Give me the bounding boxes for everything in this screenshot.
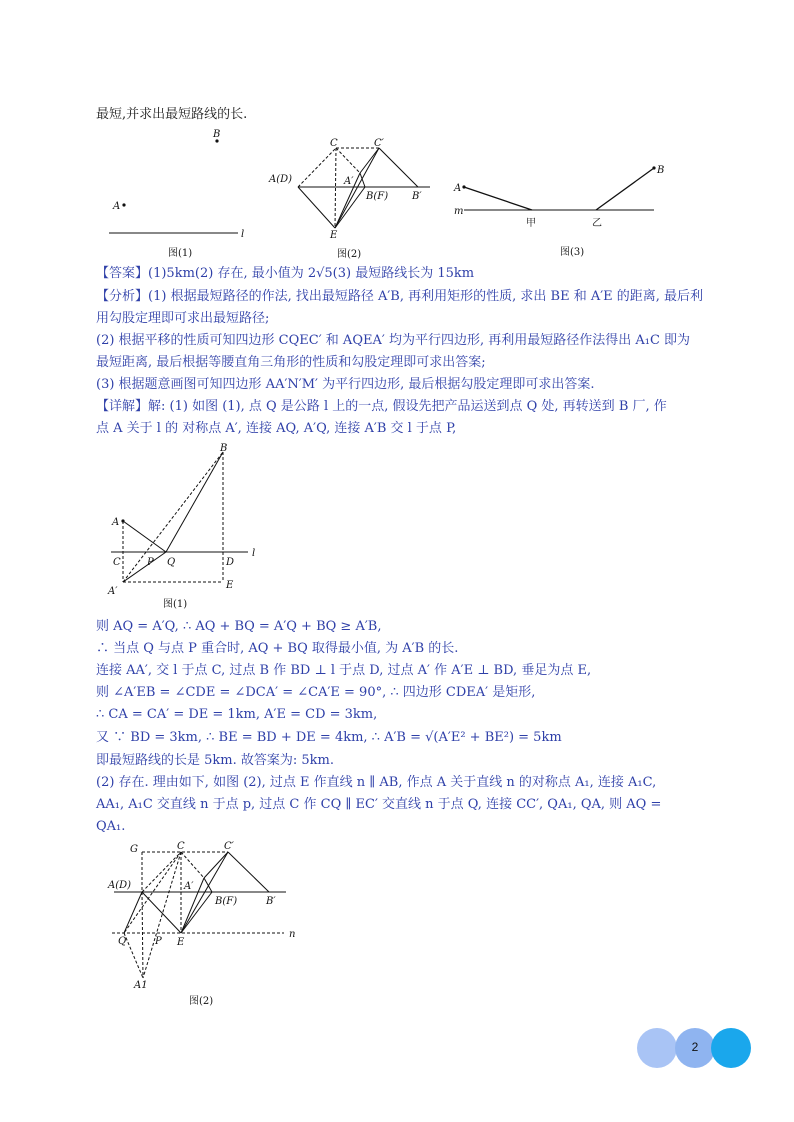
intro-text: 最短,并求出最短路线的长. xyxy=(96,107,248,122)
svg-text:C: C xyxy=(177,841,185,852)
svg-text:E: E xyxy=(226,580,234,591)
page-circle-right xyxy=(711,1028,751,1068)
detail-line-9: 即最短路线的长是 5km. 故答案为: 5km. xyxy=(96,753,334,768)
point-a xyxy=(122,203,125,206)
figure-3-caption: 图(3) xyxy=(560,247,585,258)
answer-text: (1)5km(2) 存在, 最小值为 2√5(3) 最短路线长为 15km xyxy=(148,266,475,281)
label-l: l xyxy=(241,229,245,240)
analysis-line-4: 最短距离, 最后根据等腰直角三角形的性质和勾股定理即可求出答案; xyxy=(96,355,486,370)
analysis-line-2: 用勾股定理即可求出最短路径; xyxy=(96,311,270,326)
detail-line-11: AA₁, A₁C 交直线 n 于点 p, 过点 C 作 CQ ∥ EC′ 交直线 n 于点 Q, 连接 CC′, QA₁, QA, 则 AQ = xyxy=(96,797,662,812)
detail-line-3: 则 AQ = A′Q, ∴ AQ + BQ = A′Q + BQ ≥ A′B, xyxy=(96,619,382,634)
svg-text:C: C xyxy=(113,557,121,568)
svg-text:D: D xyxy=(226,557,235,568)
detail-line-6: 则 ∠A′EB = ∠CDE = ∠DCA′ = ∠CA′E = 90°, ∴ 四边形 CDEA′ 是矩形, xyxy=(96,685,536,700)
svg-text:B: B xyxy=(657,165,665,176)
svg-text:B(F): B(F) xyxy=(215,896,238,907)
svg-text:E: E xyxy=(177,937,185,948)
detail-figure-1 xyxy=(106,437,266,615)
detail-tag: 【详解】 xyxy=(96,399,149,414)
answer-tag: 【答案】 xyxy=(96,266,149,281)
detail-line-7: ∴ CA = CA′ = DE = 1km, A′E = CD = 3km, xyxy=(96,707,378,722)
analysis-tag: 【分析】 xyxy=(96,289,149,304)
detail-figure-2-caption: 图(2) xyxy=(189,996,214,1007)
svg-text:C′: C′ xyxy=(224,841,234,852)
svg-text:n: n xyxy=(289,929,296,940)
detail-line-5: 连接 AA′, 交 l 于点 C, 过点 B 作 BD ⊥ l 于点 D, 过点 A′ 作 A′E ⊥ BD, 垂足为点 E, xyxy=(96,663,592,678)
svg-text:B: B xyxy=(220,443,228,454)
svg-text:C: C xyxy=(330,138,338,149)
svg-text:E: E xyxy=(330,230,338,241)
svg-text:A′: A′ xyxy=(184,881,194,892)
svg-text:A(D): A(D) xyxy=(269,174,293,185)
page-number: 2 xyxy=(691,1040,699,1054)
analysis-line-1: 【分析】(1) 根据最短路径的作法, 找出最短路径 A′B, 再利用矩形的性质, 求出 BE 和 A′E 的距离, 最后利 xyxy=(96,289,704,304)
figure-1 xyxy=(100,125,260,265)
figure-2 xyxy=(268,133,438,263)
svg-text:乙: 乙 xyxy=(592,218,602,229)
svg-text:m: m xyxy=(454,206,464,217)
label-a: A xyxy=(113,201,121,212)
analysis-line-3: (2) 根据平移的性质可知四边形 CQEC′ 和 AQEA′ 均为平行四边形, 再利用最短路径作法得出 A₁C 即为 xyxy=(96,333,691,348)
svg-text:l: l xyxy=(252,548,256,559)
detail-figure-1-caption: 图(1) xyxy=(163,599,188,610)
svg-text:Q: Q xyxy=(118,936,127,947)
svg-text:G: G xyxy=(130,844,138,855)
svg-text:P: P xyxy=(155,936,162,947)
detail-line-1: 【详解】解: (1) 如图 (1), 点 Q 是公路 l 上的一点, 假设先把产品运送到点 Q 处, 再转送到 B 厂, 作 xyxy=(96,399,667,414)
figure-1-caption: 图(1) xyxy=(168,248,193,259)
svg-text:B′: B′ xyxy=(412,191,422,202)
page-circle-left xyxy=(637,1028,677,1068)
detail-line-12: QA₁. xyxy=(96,819,126,834)
answer-line xyxy=(96,263,474,285)
svg-text:A(D): A(D) xyxy=(108,880,132,891)
figure-2-caption: 图(2) xyxy=(337,249,362,260)
detail-line-10: (2) 存在. 理由如下, 如图 (2), 过点 E 作直线 n ∥ AB, 作点 A 关于直线 n 的对称点 A₁, 连接 A₁C, xyxy=(96,775,657,790)
svg-text:A: A xyxy=(112,517,120,528)
svg-text:C′: C′ xyxy=(374,138,384,149)
svg-text:A: A xyxy=(454,183,462,194)
detail-line-4: ∴ 当点 Q 与点 P 重合时, AQ + BQ 取得最小值, 为 A′B 的长. xyxy=(96,641,459,656)
figure-3 xyxy=(452,160,667,263)
svg-text:A′: A′ xyxy=(108,586,118,597)
analysis-line-5: (3) 根据题意画图可知四边形 AA′N′M′ 为平行四边形, 最后根据勾股定理即可求出答案. xyxy=(96,377,595,392)
svg-text:B(F): B(F) xyxy=(366,191,389,202)
svg-text:A1: A1 xyxy=(134,980,148,991)
svg-text:甲: 甲 xyxy=(526,218,536,229)
detail-figure-2 xyxy=(104,838,304,1010)
detail-line-8: 又 ∵ BD = 3km, ∴ BE = BD + DE = 4km, ∴ A′B = √(A′E² + BE²) = 5km xyxy=(96,730,562,745)
label-b: B xyxy=(213,129,221,140)
svg-text:Q: Q xyxy=(167,557,176,568)
detail-line-2: 点 A 关于 l 的 对称点 A′, 连接 AQ, A′Q, 连接 A′B 交 l 于点 P, xyxy=(96,421,457,436)
svg-text:P: P xyxy=(147,557,154,568)
svg-text:B′: B′ xyxy=(266,896,276,907)
svg-text:A′: A′ xyxy=(344,176,354,187)
